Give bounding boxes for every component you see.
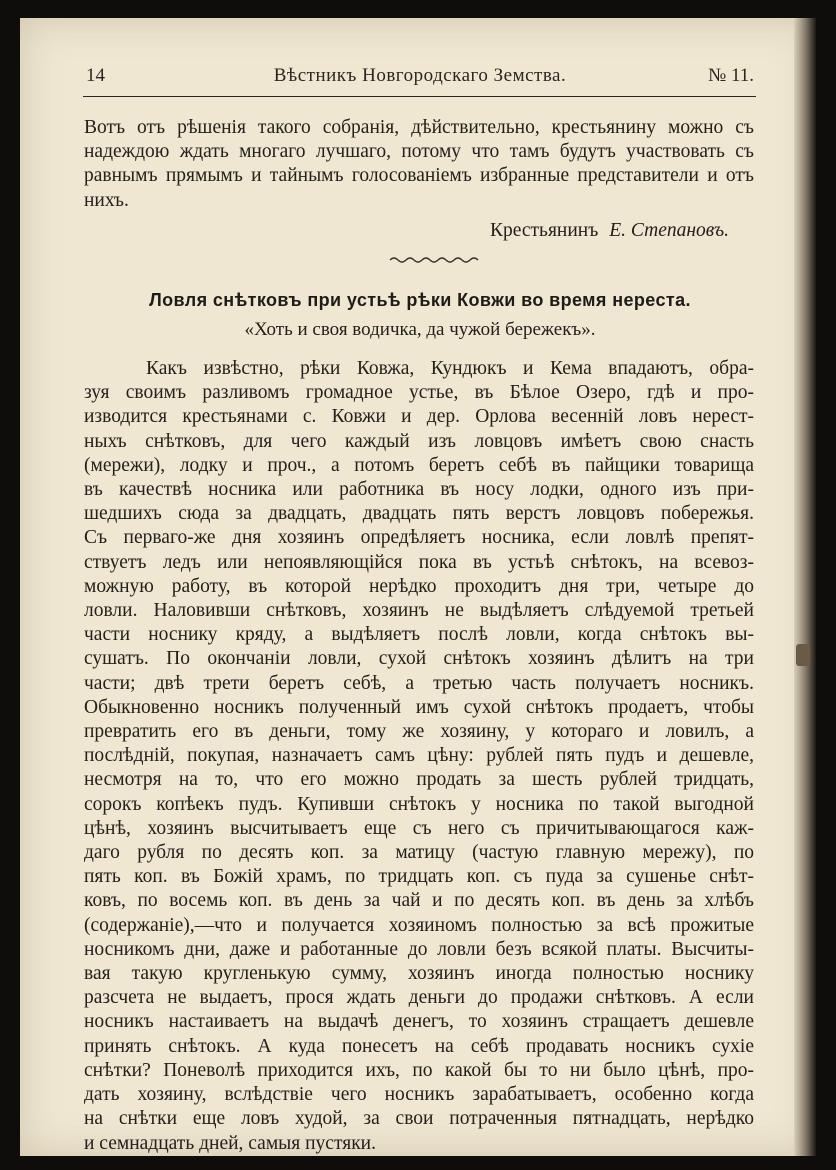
body-line: изводится крестьянами с. Ковжи и дер. Орлова весенній ловъ нерест- xyxy=(84,406,754,428)
article-title: Ловля снѣтковъ при устьѣ рѣки Ковжи во время нереста. xyxy=(149,290,691,310)
body-line: носникомъ дни, даже и работанные до ловли безъ всякой платы. Высчиты- xyxy=(84,938,754,960)
body-line: Обыкновенно носникъ полученный имъ сухой снѣтокъ продаетъ, чтобы xyxy=(84,696,754,718)
body-line: въ качествѣ носника или работника въ носу лодки, одного изъ при- xyxy=(84,479,754,501)
issue-number: № 11. xyxy=(708,65,754,86)
body-line: шедшихъ сюда за двадцать, двадцать пять верстъ ловцовъ побережья. xyxy=(84,503,754,525)
body-line: на снѣтки еще ловъ худой, за свои потраченныя пятнадцать, нерѣдко xyxy=(84,1108,754,1130)
body-line: цѣнѣ, хозяинъ высчитываетъ еще съ него съ причитывающагося каж- xyxy=(84,817,754,839)
binding-edge xyxy=(794,18,816,1156)
body-line: превратить его въ деньги, тому же хозяину, у котораго и ловилъ, а xyxy=(84,721,754,743)
body-line: пять коп. въ Божій храмъ, по тридцать коп. съ пуда за сушенье снѣт- xyxy=(84,866,754,888)
body-line: ныхъ снѣтковъ, для чего каждый изъ ловцовъ имѣетъ свою снасть xyxy=(84,430,754,452)
wave-divider xyxy=(388,254,484,266)
body-line: несмотря на то, что его можно продать за шесть рублей тридцать, xyxy=(84,769,754,791)
header-rule xyxy=(83,96,756,97)
body-line: ловли. Наловивши снѣтковъ, хозяинъ не выдѣляетъ слѣдуемой третьей xyxy=(84,600,754,622)
intro-paragraph: Вотъ отъ рѣшенія такого собранія, дѣйствительно, крестьянину можно съ надеждою ждать многаго лучшаго, потому что тамъ будутъ участвовать съ равнымъ прямымъ и тайнымъ голосованіемъ избранные представители и отъ нихъ. xyxy=(84,117,754,211)
body-line: дать хозяину, вслѣдствіе чего носникъ зарабатываетъ, особенно когда xyxy=(84,1084,754,1106)
article-epigraph: «Хоть и своя водичка, да чужой бережекъ». xyxy=(244,319,596,340)
body-line: Какъ извѣстно, рѣки Ковжа, Кундюкъ и Кема впадаютъ, обра- xyxy=(146,358,754,379)
scanned-page xyxy=(20,18,816,1156)
body-line: вая такую кругленькую сумму, хозяинъ иногда полностью носнику xyxy=(84,963,754,985)
body-line: (содержаніе),—что и получается хозяиномъ полностью за всѣ прожитые xyxy=(84,914,754,936)
signature-role: Крестьянинъ xyxy=(489,220,599,241)
running-header xyxy=(86,65,754,95)
body-line: послѣдній, покупая, назначаетъ самъ цѣну: рублей пять пудъ и дешевле, xyxy=(84,745,754,767)
body-line: снѣтки? Поневолѣ приходится ихъ, по какой бы то ни было цѣнѣ, про- xyxy=(84,1059,754,1081)
body-line: разсчета не выдаетъ, прося ждать деньги до продажи снѣтковъ. А если xyxy=(84,987,754,1009)
journal-title: Вѣстникъ Новгородскаго Земства. xyxy=(273,65,567,86)
body-line: принять снѣтокъ. А куда понесетъ на себѣ продавать носникъ сухіе xyxy=(84,1035,754,1057)
article-body xyxy=(84,357,754,1156)
body-line: ствуетъ ледъ или непоявляющійся пока въ устьѣ снѣтокъ, на всевоз- xyxy=(84,551,754,573)
page-number: 14 xyxy=(86,65,105,86)
body-line: сушатъ. По окончаніи ловли, сухой снѣтокъ хозяинъ дѣлитъ на три xyxy=(84,648,754,670)
body-line: Съ перваго-же дня хозяинъ опредѣляетъ носника, если ловлѣ препят- xyxy=(84,527,754,549)
body-line: сорокъ копѣекъ пудъ. Купивши снѣтокъ у носника по такой выгодной xyxy=(84,793,754,815)
body-line: ковъ, по восемь коп. въ день за чай и по десять коп. въ день за хлѣбъ xyxy=(84,890,754,912)
signature xyxy=(490,220,729,242)
body-line: зуя своимъ разливомъ громадное устье, въ Бѣлое Озеро, гдѣ и про- xyxy=(84,382,754,404)
signature-name: Е. Степановъ. xyxy=(609,220,729,241)
binding-clip xyxy=(796,644,810,666)
body-line: можную работу, въ которой нерѣдко проходитъ дня три, четыре до xyxy=(84,575,754,597)
body-line: и семнадцать дней, самыя пустяки. xyxy=(84,1132,376,1154)
body-line: (мережи), лодку и проч., а потомъ беретъ себѣ въ пайщики товарища xyxy=(84,454,754,476)
body-line: части носнику кряду, а выдѣляетъ послѣ ловли, когда снѣтокъ вы- xyxy=(84,624,754,646)
body-line: носникъ настаиваетъ на выдачѣ денегъ, то хозяинъ стращаетъ дешевле xyxy=(84,1011,754,1033)
body-line: части; двѣ трети беретъ себѣ, а третью часть получаетъ носникъ. xyxy=(84,672,754,694)
body-line: даго рубля по десять коп. за матицу (частую главную мережу), по xyxy=(84,842,754,864)
